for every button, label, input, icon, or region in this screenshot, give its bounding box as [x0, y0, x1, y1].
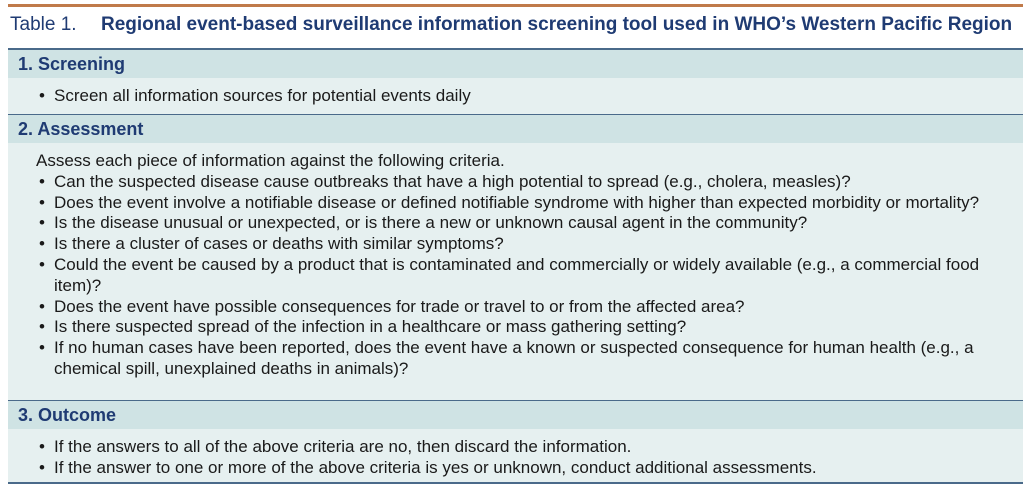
list-item: • If no human cases have been reported, does the event have a known or suspected consequence for human health (e.g., a chemical spill, unexplained deaths in animals)?: [36, 338, 1003, 380]
section-heading: 3. Outcome: [8, 401, 1023, 429]
list-item: • Can the suspected disease cause outbreaks that have a high potential to spread (e.g., cholera, measles)?: [36, 172, 1003, 193]
section-content: [8, 78, 1023, 107]
list-item: • Screen all information sources for potential events daily: [36, 86, 1003, 107]
list-item: • Is there a cluster of cases or deaths with similar symptoms?: [36, 234, 1003, 255]
section-content: [8, 429, 1023, 479]
list-item: • Does the event have possible consequences for trade or travel to or from the affected area?: [36, 297, 1003, 318]
table-body: [8, 48, 1023, 484]
section-assessment: [8, 115, 1023, 380]
table-label: Table 1.: [10, 14, 77, 35]
list-item: • If the answer to one or more of the above criteria is yes or unknown, conduct additional assessments.: [36, 458, 1003, 479]
top-rule: [8, 4, 1023, 7]
list-item: • Is the disease unusual or unexpected, or is there a new or unknown causal agent in the community?: [36, 213, 1003, 234]
section-screening: [8, 50, 1023, 107]
section-content: [8, 143, 1023, 380]
list-item: • Does the event involve a notifiable disease or defined notifiable syndrome with higher than expected morbidity or mortality?: [36, 193, 1003, 214]
list-item: • Is there suspected spread of the infection in a healthcare or mass gathering setting?: [36, 317, 1003, 338]
bullet-list: [36, 86, 1003, 107]
list-item: • If the answers to all of the above criteria are no, then discard the information.: [36, 437, 1003, 458]
section-intro: Assess each piece of information against the following criteria.: [36, 151, 505, 170]
section-heading: 1. Screening: [8, 50, 1023, 78]
section-outcome: [8, 401, 1023, 479]
bullet-list: [36, 172, 1003, 380]
bullet-list: [36, 437, 1003, 479]
section-heading: 2. Assessment: [8, 115, 1023, 143]
table-caption: [10, 13, 1020, 37]
table-title: Regional event-based surveillance information screening tool used in WHO’s Western Pacific Region: [101, 14, 1013, 35]
list-item: • Could the event be caused by a product that is contaminated and commercially or widely available (e.g., a commercial food item)?: [36, 255, 1003, 297]
